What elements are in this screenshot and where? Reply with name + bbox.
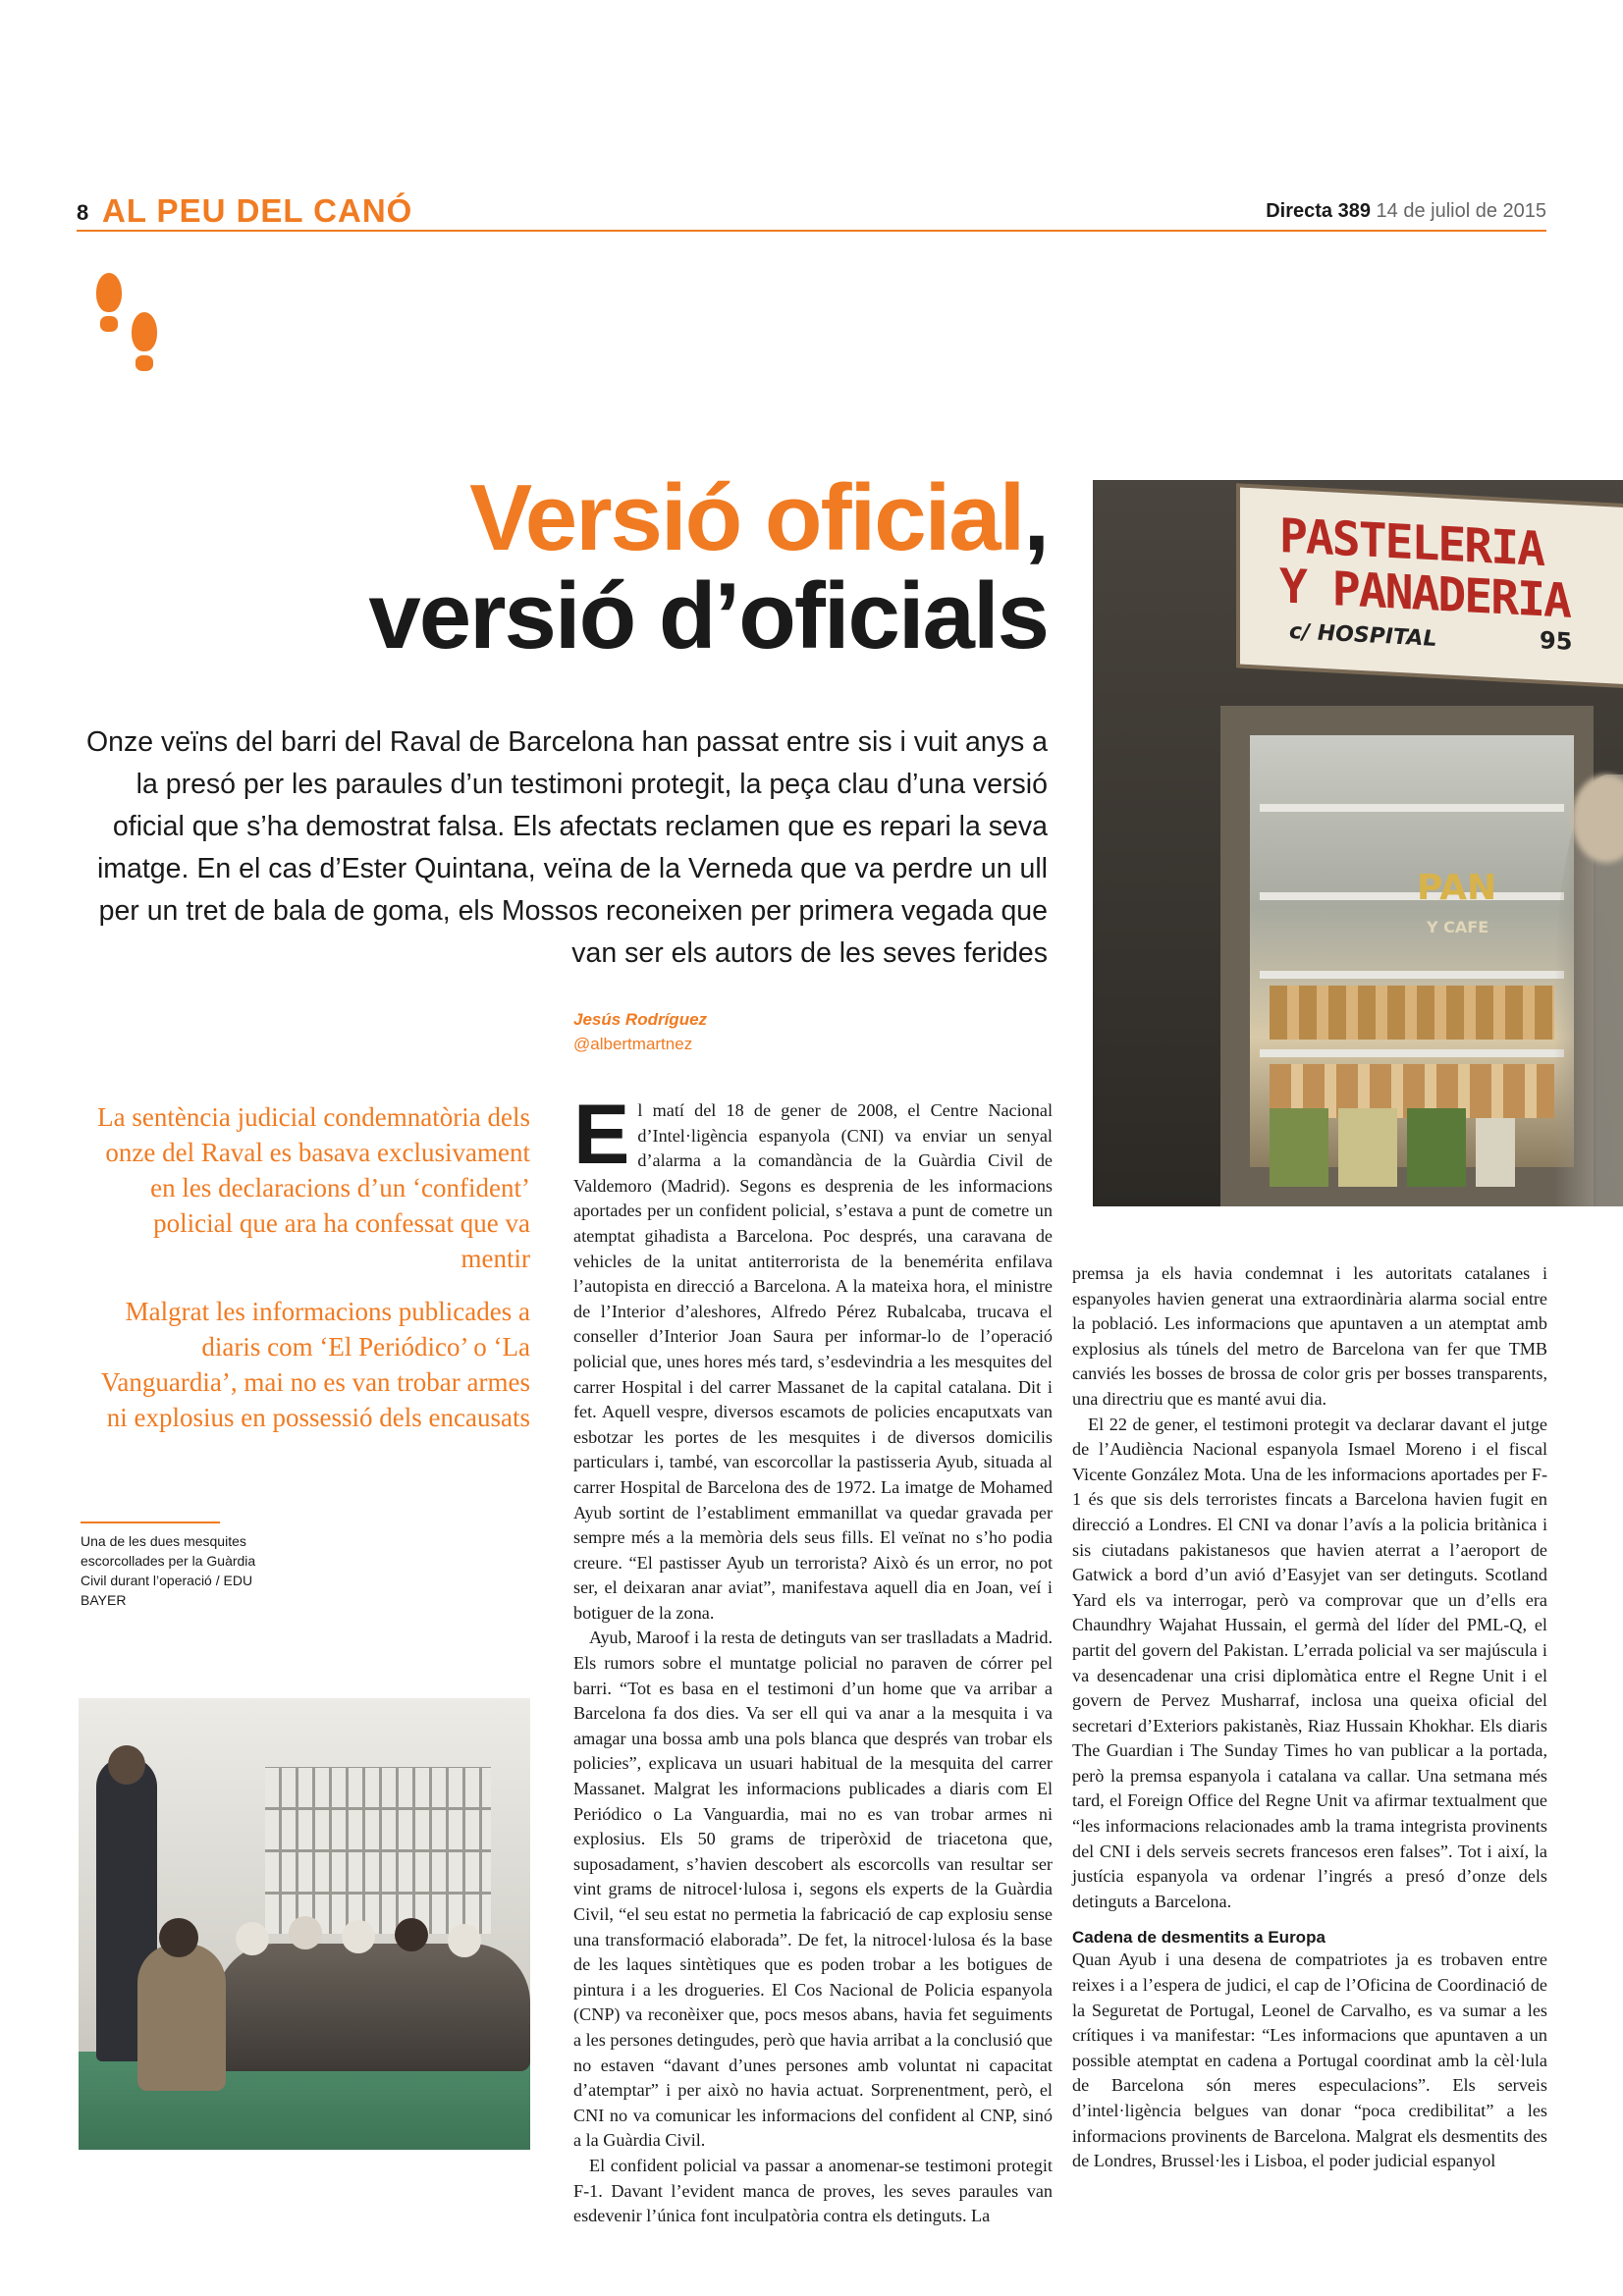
section-title: AL PEU DEL CANÓ: [102, 192, 413, 229]
body-paragraph: Quan Ayub i una desena de compatriotes ja es trobaven entre reixes i a l’espera de judici, el cap de l’Oficina de Coordinació de la Seguretat de Portugal, Leonel de Carvalho, es va sumar a les crítiques i va manifestar: “Les informacions que apuntaven a un possible atemptat en cadena a Portugal coordinat amb la cèl·lula de Barcelona són meres especulacions”. Els serveis d’intel·ligència belgues van donar “poca credibilitat” a les informacions provinents de Barcelona. Malgrat els desmentits des de Londres, Brussel·les i Lisboa, el poder judicial espanyol: [1072, 1949, 1547, 2171]
author-name: Jesús Rodríguez: [573, 1010, 708, 1029]
sign-line-3: c/ HOSPITAL: [1289, 619, 1437, 652]
page-number: 8: [77, 200, 89, 225]
byline: [573, 1007, 707, 1056]
pull-quote-2: Malgrat les informacions publicades a diaris com ‘El Periódico’ o ‘La Vanguardia’, mai no es van trobar armes ni explosius en possessió dels encausats: [100, 1297, 530, 1432]
title-line-2: versió d’oficials: [368, 563, 1048, 668]
mosque-photo: [79, 1698, 530, 2150]
caption-rule: [81, 1522, 220, 1523]
drop-cap: E: [573, 1088, 630, 1182]
body-paragraph: premsa ja els havia condemnat i les autoritats catalanes i espanyoles havien generat una extraordinària alarma social entre la població. Les informacions que apuntaven a un atemptat amb explosius als túnels del metro de Barcelona van fer que TMB canviés les bosses de brossa de color gris per bosses transparents, una directriu que es manté avui dia.: [1072, 1263, 1547, 1409]
issue-date: 14 de juliol de 2015: [1376, 200, 1546, 222]
window-pan-text: PAN: [1417, 868, 1497, 908]
sign-number: 95: [1540, 626, 1573, 656]
issue-info: [1266, 200, 1546, 223]
body-paragraph: El confident policial va passar a anomenar-se testimoni protegit F-1. Davant l’evident manca de proves, les seves paraules van esdevenir l’única font inculpatòria contra els detinguts. La: [573, 2155, 1053, 2226]
subheading: Cadena de desmentits a Europa: [1072, 1928, 1325, 1948]
window-cafe-text: Y CAFE: [1427, 918, 1489, 936]
sign-line-2: Y PANADERIA: [1279, 559, 1570, 629]
pull-quote-1: La sentència judicial condemnatòria dels onze del Raval es basava exclusivament en les declaracions d’un ‘confident’ policial que ara ha confessat que va mentir: [97, 1102, 530, 1273]
title-line-1: Versió oficial: [469, 465, 1024, 570]
bakery-photo: [1093, 480, 1623, 1206]
body-column-2: [1072, 1261, 1547, 2174]
sign-line-1: PASTELERIA: [1279, 507, 1543, 578]
title-comma: ,: [1023, 465, 1048, 570]
body-column-1: [573, 1088, 1053, 2229]
author-handle: @albertmartnez: [573, 1035, 693, 1053]
article-title: [368, 465, 1048, 668]
publication-name: Directa 389: [1266, 200, 1371, 222]
body-paragraph: Ayub, Maroof i la resta de detinguts van ser traslladats a Madrid. Els rumors sobre el muntatge policial no paraven de córrer pel barri. “Tot es basa en el testimoni d’un home que va arribar a Barcelona fa dos dies. Va ser ell qui va anar a la mesquita i va amagar una bossa amb una pols blanca que després van trobar els policies”, explicava un usuari habitual de la mesquita del carrer Massanet. Malgrat les informacions publicades a diaris com El Periódico o La Vanguardia, mai no es van trobar armes ni explosius. Els 50 grams de triperòxid de triacetona que, suposadament, s’havien descobert als escorcolls van resultar ser vint grams de nitrocel·lulosa i, segons els experts de la Guàrdia Civil, “el seu estat no permetia la fabricació de cap explosiu sense una transformació elaborada”. De fet, la nitrocel·lulosa és la base de les laques sintètiques que es poden trobar a les botigues de pintura i a les drogueries. El Cos Nacional de Policia espanyola (CNP) va reconèixer que, pocs mesos abans, havia fet seguiments a les persones detingudes, però que havia arribat a la conclusió que no estaven “davant d’unes persones amb voluntat ni capacitat d’atemptar” i per això no havia actuat. Sorprenentment, però, el CNI no va comunicar les informacions del confident al CNP, sinó a la Guàrdia Civil.: [573, 1628, 1053, 2151]
footprints-icon: [94, 273, 163, 383]
body-paragraph: El matí del 18 de gener de 2008, el Centre Nacional d’Intel·ligència espanyola (CNI) va enviar un senyal d’alarma a la comandància de la Guàrdia Civil de Valdemoro (Madrid). Segons es desprenia de les informacions aportades per un confident policial, s’estava a punt de cometre un atemptat gihadista a Barcelona. Poc després, una caravana de vehicles de la unitat antiterrorista de la benemérita enfilava l’autopista en direcció a Barcelona. A la mateixa hora, el ministre de l’Interior d’aleshores, Alfredo Pérez Rubalcaba, trucava el conseller d’Interior Joan Saura per informar-lo de l’operació policial que, unes hores més tard, s’esdevindria a les mesquites del carrer Hospital i del carrer Massanet de la capital catalana. Dit i fet. Aquell vespre, diversos escamots de policies encaputxats van esbotzar les portes de les mesquites i de diversos domicilis particulars i, també, van escorcollar la pastisseria Ayub, situada al carrer Hospital de Barcelona des de 1972. La imatge de Mohamed Ayub sortint de l’establiment emmanillat va quedar gravada per sempre més a la memòria dels seus fills. El veïnat no s’ho podia creure. “El pastisser Ayub un terrorista? Això és un error, no pot ser, el deixaran anar aviat”, manifestava aquell dia en Joan, veí i botiguer de la zona.: [573, 1088, 1053, 1623]
photo-caption: Una de les dues mesquites escorcollades per la Guàrdia Civil durant l’operació / EDU BAYER: [81, 1533, 256, 1608]
body-paragraph: El 22 de gener, el testimoni protegit va declarar davant el jutge de l’Audiència Nacional espanyola Ismael Moreno i el fiscal Vicente González Mota. Una de les informacions aportades per F-1 és que sis dels terroristes fincats a Barcelona havien fugit en direcció a Londres. El CNI va donar l’avís a la policia britànica i sis ciutadans pakistanesos que havien aterrat a l’aeroport de Gatwick a bord d’un avió d’Easyjet van ser detinguts. Scotland Yard els va interrogar, però va comprovar que un d’ells era Chaundhry Wajahat Hussain, el germà del líder del PML-Q, el partit del govern del Pakistan. L’errada policial va ser majúscula i va desencadenar una crisi diplomàtica entre el Regne Unit i el govern de Pervez Musharraf, inclosa una queixa oficial del secretari d’Exteriors pakistanès, Riaz Hussain Khokhar. Els diaris The Guardian i The Sunday Times ho van publicar a la portada, però la premsa espanyola i catalana va callar. Una setmana més tard, el Foreign Office del Regne Unit va afirmar textualment que “les informacions relacionades amb la trama integrista provinents del CNI i dels serveis secrets francesos eren falses”. Tot i així, la justícia espanyola va ordenar l’ingrés a presó d’onze dels detinguts a Barcelona.: [1072, 1414, 1547, 1911]
header-rule: [77, 230, 1546, 232]
article-lead: Onze veïns del barri del Raval de Barcelona han passat entre sis i vuit anys a la presó per les paraules d’un testimoni protegit, la peça clau d’una versió oficial que s’ha demostrat falsa. Els afectats reclamen que es repari la seva imatge. En el cas d’Ester Quintana, veïna de la Verneda que va perdre un ull per un tret de bala de goma, els Mossos reconeixen per primera vegada que van ser els autors de les seves ferides: [85, 726, 1048, 969]
